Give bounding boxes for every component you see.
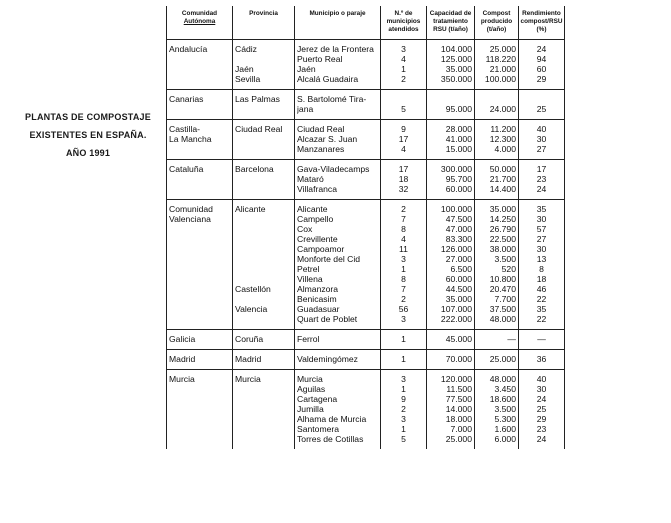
cell-line: 350.000 [440, 74, 472, 84]
cell-line: 24.000 [489, 104, 516, 114]
side-title-line: EXISTENTES EN ESPAÑA. [29, 130, 147, 140]
cell-line: 26.790 [489, 224, 516, 234]
side-title-line: AÑO 1991 [65, 148, 111, 158]
cell-line: Sevilla [235, 74, 261, 84]
header-comunidad [167, 6, 233, 40]
header-rendimiento [519, 6, 565, 40]
cell-line [429, 94, 472, 104]
cell-line: 17 [398, 164, 409, 174]
cell-municipio [295, 350, 381, 370]
cell-line: 14.400 [489, 184, 516, 194]
cell-line: Jumilla [297, 404, 324, 414]
cell-line: 4 [401, 144, 406, 154]
cell-line: — [537, 334, 546, 344]
cell-line: Valencia [235, 304, 268, 314]
cell-line: 40 [536, 124, 547, 134]
table-row [167, 350, 565, 370]
cell-line: 70.000 [445, 354, 472, 364]
cell-line: 1 [401, 334, 406, 344]
cell-line: 37.500 [489, 304, 516, 314]
cell-line: 60.000 [445, 274, 472, 284]
table-row [167, 120, 565, 160]
cell-capacidad [427, 330, 475, 350]
cell-line: Valdemingómez [297, 354, 358, 364]
cell-line: 24 [536, 434, 547, 444]
cell-line: 8 [539, 264, 544, 274]
cell-line: 18 [398, 174, 409, 184]
cell-line: Cartagena [297, 394, 338, 404]
cell-line: Barcelona [235, 164, 274, 174]
header-capacidad [427, 6, 475, 40]
cell-line: Villafranca [297, 184, 337, 194]
cell-provincia [233, 370, 295, 450]
cell-line: 24 [536, 394, 547, 404]
cell-line: Coruña [235, 334, 264, 344]
cell-line: 13 [536, 254, 547, 264]
cell-line: Las Palmas [235, 94, 280, 104]
cell-line: Crevillente [297, 234, 338, 244]
cell-line: Quart de Poblet [297, 314, 358, 324]
table-row [167, 330, 565, 350]
header-text-line: (%) [536, 26, 547, 33]
table-row [167, 160, 565, 200]
cell-line: 47.000 [445, 224, 472, 234]
cell-line: 1.600 [494, 424, 516, 434]
cell-line: 60 [536, 64, 547, 74]
cell-line: 18.000 [445, 414, 472, 424]
cell-line: 83.300 [445, 234, 472, 244]
cell-line: 77.500 [445, 394, 472, 404]
table-row [167, 40, 565, 90]
cell-line: 5 [401, 104, 406, 114]
cell-line: Comunidad [169, 204, 213, 214]
table-row [167, 200, 565, 330]
cell-line [477, 94, 516, 104]
cell-line: 520 [501, 264, 516, 274]
cell-line: 9 [401, 394, 406, 404]
cell-line: Alcazar S. Juan [297, 134, 358, 144]
cell-line [235, 274, 292, 284]
cell-line: 6.500 [450, 264, 472, 274]
cell-line: 29 [536, 74, 547, 84]
cell-line: jana [297, 104, 314, 114]
cell-line: La Mancha [169, 134, 212, 144]
cell-line: Cádiz [235, 44, 257, 54]
cell-line: — [507, 334, 516, 344]
table-body [167, 40, 565, 450]
cell-line: 30 [536, 244, 547, 254]
cell-line: 27 [536, 234, 547, 244]
cell-rendimiento [519, 120, 565, 160]
cell-line: Benicasim [297, 294, 337, 304]
cell-line [235, 224, 292, 234]
cell-line: 7.000 [450, 424, 472, 434]
cell-comunidad [167, 160, 233, 200]
cell-line: 40 [536, 374, 547, 384]
cell-line: 35 [536, 304, 547, 314]
cell-provincia [233, 90, 295, 120]
cell-line: 57 [536, 224, 547, 234]
cell-line: 30 [536, 214, 547, 224]
cell-line: 120.000 [440, 374, 472, 384]
cell-line: 35.000 [489, 204, 516, 214]
cell-line: 104.000 [440, 44, 472, 54]
header-text-line: Municipio o paraje [309, 10, 366, 17]
cell-line: 7 [401, 214, 406, 224]
cell-rendimiento [519, 200, 565, 330]
cell-provincia [233, 40, 295, 90]
cell-capacidad [427, 160, 475, 200]
header-text-line: Autónoma [183, 18, 216, 25]
cell-line: 38.000 [489, 244, 516, 254]
cell-line: 2 [401, 294, 406, 304]
cell-line: 11.200 [490, 124, 516, 134]
cell-line: 35.000 [445, 294, 472, 304]
cell-line: 47.500 [445, 214, 472, 224]
cell-line: 126.000 [440, 244, 472, 254]
cell-line: 4 [401, 54, 406, 64]
cell-municipios [381, 370, 427, 450]
cell-line: 14.000 [445, 404, 472, 414]
cell-comunidad [167, 370, 233, 450]
cell-line: 24 [536, 184, 547, 194]
cell-line: Campello [297, 214, 334, 224]
cell-line: Canarias [169, 94, 204, 104]
cell-line: Ciudad Real [235, 124, 283, 134]
cell-line: 46 [536, 284, 547, 294]
header-compost [475, 6, 519, 40]
cell-line: Jaén [235, 64, 254, 74]
header-text-line: Capacidad de [429, 10, 472, 17]
cell-compost [475, 90, 519, 120]
cell-line: Andalucía [169, 44, 208, 54]
cell-municipios [381, 350, 427, 370]
cell-line: 1 [401, 424, 406, 434]
cell-line: Castilla- [169, 124, 201, 134]
cell-line: 25 [536, 104, 547, 114]
cell-line: 2 [401, 74, 406, 84]
cell-line: Santomera [297, 424, 340, 434]
cell-municipio [295, 200, 381, 330]
cell-line: Alicante [297, 204, 328, 214]
cell-line: 18 [536, 274, 547, 284]
cell-capacidad [427, 120, 475, 160]
cell-line: 41.000 [445, 134, 472, 144]
cell-line: Cataluña [169, 164, 204, 174]
cell-line: 1 [401, 64, 406, 74]
cell-line: 44.500 [445, 284, 472, 294]
cell-line: Alcalá Guadaira [297, 74, 359, 84]
cell-line: 95.000 [445, 104, 472, 114]
cell-line: 7 [401, 284, 406, 294]
cell-line: 3 [401, 374, 406, 384]
header-municipios [381, 6, 427, 40]
cell-compost [475, 350, 519, 370]
cell-line: 4 [401, 234, 406, 244]
cell-line: 95.700 [445, 174, 472, 184]
cell-line: 3.500 [494, 404, 516, 414]
header-row [167, 6, 565, 40]
cell-line: 1 [401, 264, 406, 274]
cell-line: 8 [401, 274, 406, 284]
cell-compost [475, 330, 519, 350]
cell-line: 7.700 [494, 294, 516, 304]
cell-line: 25.000 [445, 434, 472, 444]
cell-line: 23 [536, 174, 547, 184]
cell-municipio [295, 160, 381, 200]
header-text-line: producido [480, 18, 513, 25]
header-text-line: (t/año) [486, 26, 507, 33]
cell-line: 32 [398, 184, 409, 194]
cell-line: 3 [401, 314, 406, 324]
cell-rendimiento [519, 160, 565, 200]
cell-line: 8 [401, 224, 406, 234]
cell-municipio [295, 40, 381, 90]
cell-provincia [233, 160, 295, 200]
cell-municipio [295, 120, 381, 160]
cell-rendimiento [519, 40, 565, 90]
cell-line: Aguilas [297, 384, 326, 394]
cell-comunidad [167, 200, 233, 330]
cell-line: Murcia [297, 374, 323, 384]
cell-rendimiento [519, 370, 565, 450]
cell-line [383, 94, 424, 104]
cell-line: 25.000 [489, 44, 516, 54]
cell-line: 15.000 [445, 144, 472, 154]
cell-line: S. Bartolomé Tira- [297, 94, 367, 104]
header-text-line: municipios [386, 18, 421, 25]
cell-line: 300.000 [440, 164, 472, 174]
cell-line: 27 [536, 144, 547, 154]
cell-line: 29 [536, 414, 547, 424]
cell-municipios [381, 330, 427, 350]
cell-capacidad [427, 350, 475, 370]
cell-compost [475, 160, 519, 200]
cell-line: 5 [401, 434, 406, 444]
cell-line: 21.700 [489, 174, 516, 184]
cell-municipios [381, 90, 427, 120]
cell-municipios [381, 200, 427, 330]
cell-municipios [381, 120, 427, 160]
cell-comunidad [167, 330, 233, 350]
document-side-title [24, 108, 152, 162]
cell-provincia [233, 350, 295, 370]
composting-plants-table [166, 6, 565, 449]
cell-line: Manzanares [297, 144, 345, 154]
cell-line: 60.000 [445, 184, 472, 194]
cell-line: Valenciana [169, 214, 211, 224]
cell-line: 11 [399, 244, 408, 254]
cell-line: Alicante [235, 204, 266, 214]
cell-line [235, 54, 292, 64]
cell-line: 48.000 [489, 314, 516, 324]
cell-comunidad [167, 120, 233, 160]
cell-municipio [295, 370, 381, 450]
table-row [167, 370, 565, 450]
cell-line: Gava-Viladecamps [297, 164, 370, 174]
cell-line: 94 [536, 54, 547, 64]
cell-line: 45.000 [445, 334, 472, 344]
cell-line: 11.500 [446, 384, 472, 394]
cell-line: 48.000 [489, 374, 516, 384]
cell-line: Ciudad Real [297, 124, 345, 134]
cell-line: 35.000 [445, 64, 472, 74]
cell-line: 3 [401, 254, 406, 264]
cell-line: Madrid [169, 354, 196, 364]
cell-line: 2 [401, 404, 406, 414]
cell-line: 30 [536, 384, 547, 394]
cell-line [235, 264, 292, 274]
cell-line: 3.450 [494, 384, 516, 394]
cell-provincia [233, 120, 295, 160]
cell-line: Alhama de Murcia [297, 414, 367, 424]
table-row [167, 90, 565, 120]
cell-municipio [295, 330, 381, 350]
cell-line: 118.220 [485, 54, 516, 64]
header-text-line: RSU (t/año) [433, 26, 468, 33]
cell-compost [475, 370, 519, 450]
cell-line [521, 94, 562, 104]
cell-line: Petrel [297, 264, 320, 274]
cell-line: 36 [536, 354, 547, 364]
cell-rendimiento [519, 350, 565, 370]
cell-line: 28.000 [445, 124, 472, 134]
cell-line: 12.300 [489, 134, 516, 144]
table-header [167, 6, 565, 40]
cell-line: 23 [536, 424, 547, 434]
cell-line: 4.000 [494, 144, 516, 154]
header-text-line: Compost [482, 10, 511, 17]
header-text-line: compost/RSU [520, 18, 563, 25]
header-text-line: Comunidad [181, 10, 218, 17]
cell-line [235, 234, 292, 244]
cell-line: 24 [536, 44, 547, 54]
cell-line: 10.800 [489, 274, 516, 284]
cell-line: 107.000 [440, 304, 472, 314]
cell-line: 100.000 [484, 74, 516, 84]
header-municipio [295, 6, 381, 40]
cell-line: Murcia [169, 374, 195, 384]
cell-line [235, 254, 292, 264]
cell-line: 30 [536, 134, 547, 144]
cell-capacidad [427, 370, 475, 450]
cell-line: 9 [401, 124, 406, 134]
cell-line: 2 [401, 204, 406, 214]
cell-line: 125.000 [440, 54, 472, 64]
cell-rendimiento [519, 90, 565, 120]
cell-line: 3.500 [494, 254, 516, 264]
cell-line: 35 [536, 204, 547, 214]
cell-line: 222.000 [440, 314, 472, 324]
cell-line: Guadasuar [297, 304, 340, 314]
cell-line: Castellón [235, 284, 271, 294]
cell-line: 20.470 [489, 284, 516, 294]
header-text-line: Provincia [249, 10, 278, 17]
cell-provincia [233, 200, 295, 330]
cell-line: 17 [398, 134, 409, 144]
cell-line: 21.000 [489, 64, 516, 74]
cell-line: Monforte del Cid [297, 254, 361, 264]
cell-line [235, 214, 292, 224]
cell-line: 3 [401, 44, 406, 54]
cell-municipio [295, 90, 381, 120]
cell-line: 25 [536, 404, 547, 414]
cell-line [235, 294, 292, 304]
cell-line: 50.000 [489, 164, 516, 174]
header-provincia [233, 6, 295, 40]
cell-line: Galicia [169, 334, 196, 344]
cell-comunidad [167, 40, 233, 90]
cell-line: 3 [401, 414, 406, 424]
cell-line: 14.250 [489, 214, 516, 224]
cell-municipios [381, 40, 427, 90]
cell-line: Campoamor [297, 244, 345, 254]
cell-line: 1 [401, 384, 406, 394]
cell-line [235, 244, 292, 254]
cell-line: Jerez de la Frontera [297, 44, 374, 54]
cell-compost [475, 120, 519, 160]
cell-compost [475, 200, 519, 330]
cell-line: Torres de Cotillas [297, 434, 364, 444]
cell-line: Almanzora [297, 284, 339, 294]
header-text-line: atendidos [388, 26, 419, 33]
cell-line: 1 [401, 354, 406, 364]
cell-capacidad [427, 200, 475, 330]
cell-line: 5.300 [494, 414, 516, 424]
cell-line: 25.000 [489, 354, 516, 364]
cell-line: 6.000 [494, 434, 516, 444]
cell-capacidad [427, 90, 475, 120]
cell-line: 22 [536, 314, 547, 324]
cell-line: 18.600 [489, 394, 516, 404]
cell-provincia [233, 330, 295, 350]
side-title-line: PLANTAS DE COMPOSTAJE [25, 112, 151, 122]
cell-line: Murcia [235, 374, 261, 384]
cell-line: Madrid [235, 354, 262, 364]
cell-line: Jaén [297, 64, 316, 74]
cell-line: Mataró [297, 174, 324, 184]
cell-line: 56 [398, 304, 409, 314]
cell-line: Ferrol [297, 334, 320, 344]
header-text-line: tratamiento [433, 18, 468, 25]
cell-line: Puerto Real [297, 54, 343, 64]
cell-line: 27.000 [445, 254, 472, 264]
cell-compost [475, 40, 519, 90]
header-text-line: N.º de [394, 10, 413, 17]
header-text-line: Rendimiento [522, 10, 561, 17]
cell-line: 22.500 [489, 234, 516, 244]
cell-line: 22 [536, 294, 547, 304]
cell-comunidad [167, 90, 233, 120]
cell-capacidad [427, 40, 475, 90]
cell-rendimiento [519, 330, 565, 350]
cell-line: 17 [536, 164, 547, 174]
cell-line: 100.000 [440, 204, 472, 214]
cell-comunidad [167, 350, 233, 370]
cell-line: Cox [297, 224, 313, 234]
cell-line: Villena [297, 274, 323, 284]
cell-municipios [381, 160, 427, 200]
